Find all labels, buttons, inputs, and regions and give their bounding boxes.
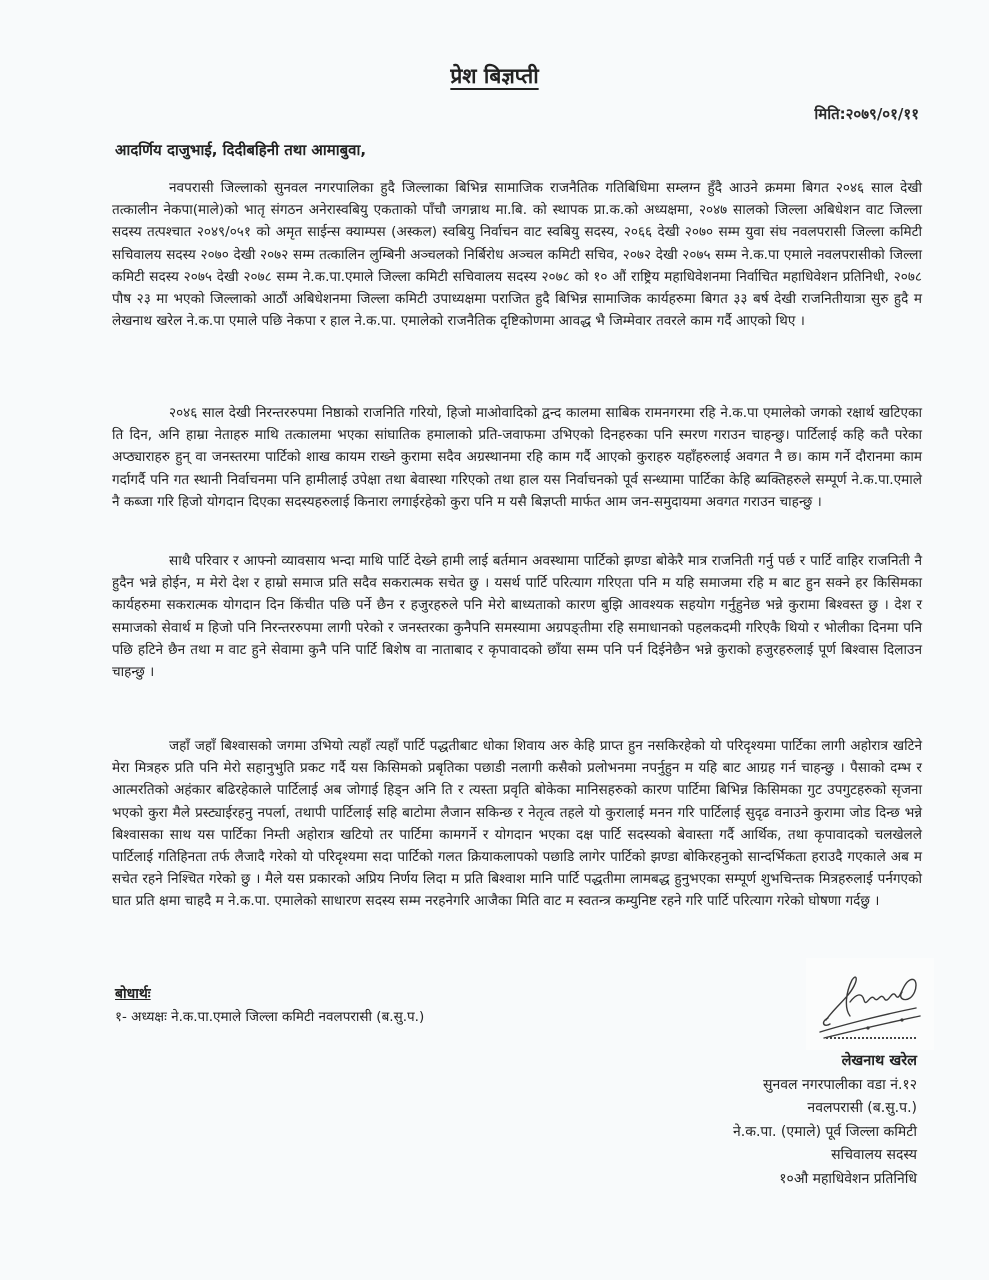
- signatory-block: [733, 1050, 917, 1191]
- cc-label: बोधार्थः: [115, 986, 151, 1002]
- cc-section: [115, 984, 424, 1025]
- document-title: प्रेश बिज्ञप्ती: [450, 64, 539, 88]
- body-paragraph-3: साथै परिवार र आफ्नो व्यावसाय भन्दा माथि पार्टि देख्ने हामी लाई बर्तमान अवस्थामा पार्टिको झण्डा बोकेरै मात्र राजनिती गर्नु पर्छ र पार्टि वाहिर राजनिती नै हुदैन भन्ने होईन, म मेरो देश र हाम्रो समाज प्रति सदैव सकरात्मक सचेत छु । यसर्थ पार्टि परित्याग गरिएता पनि म यहि समाजमा रहि म बाट हुन सक्ने हर किसिमका कार्यहरुमा सकरात्मक योगदान दिन किंचीत पछि पर्ने छैन र हजुरहरुले पनि मेरो बाध्यताको कारण बुझि आवश्यक सहयोग गर्नुहुनेछ भन्ने कुरामा बिश्वस्त छु । देश र समाजको सेवार्थ म हिजो पनि निरन्तररुपमा लागी परेको र जनस्तरका कुनैपनि समस्यामा अग्रपङ्तीमा रहि समाधानको पहलकदमी गरिएकै थियो र भोलीका दिनमा पनि पछि हटिने छैन तथा म वाट हुने सेवामा कुनै पनि पार्टि बिशेष वा नाताबाद र कृपावादको छाँया सम्म पनि पर्न दिईनेछैन भन्ने कुराको हजुरहरुलाई पूर्ण बिश्वास दिलाउन चाहन्छु ।: [112, 553, 923, 681]
- body-paragraph-4: जहाँ जहाँ बिश्वासको जगमा उभियो त्यहाँ त्यहाँ पार्टि पद्धतीबाट धोका शिवाय अरु केहि प्राप्त हुन नसकिरहेको यो परिदृश्यमा पार्टिका लागी अहोरात्र खटिने मेरा मित्रहरु प्रति पनि मेरो सहानुभुति प्रकट गर्दै यस किसिमको प्रबृतिका पछाडी नलागी कसैको प्रलोभनमा नपर्नुहुन म यहि बाट आग्रह गर्न चाहन्छु । पैसाको दम्भ र आत्मरतिको अहंकार बढिरहेकाले पार्टिलाई अब जोगाई हिड्न अनि ति र त्यस्ता प्रवृति बोकेका मानिसहरुको कारण पार्टिमा बिभिन्न किसिमका गुट उपगुटहरुको सृजना भएको कुरा मैले प्रस्ट्याईरहनु नपर्ला, तथापी पार्टिलाई सहि बाटोमा लैजान सकिन्छ र नेतृत्व तहले यो कुरालाई मनन गरि पार्टिलाई सुदृढ वनाउने कुरामा जोड दिन्छ भन्ने बिश्वासका साथ यस पार्टिका निम्ती अहोरात्र खटियो तर पार्टिमा कामगर्ने र योगदान भएका दक्ष पार्टि सदस्यको बेवास्ता गर्दै आर्थिक, तथा कृपावादको चलखेलले पार्टिलाई गतिहिनता तर्फ लैजादै गरेको यो परिदृश्यमा सदा पार्टिको गलत क्रियाकलापको पछाडि लागेर पार्टिको झण्डा बोकिरहनुको सान्दर्भिकता हराउदै गएकाले अब म सचेत रहने निश्चित गरेको छु । मैले यस प्रकारको अप्रिय निर्णय लिदा म प्रति बिश्वाश मानि पार्टि पद्धतीमा लामबद्ध हुनुभएका सम्पूर्ण शुभचिन्तक मित्रहरुलाई पर्नगएको घात प्रति क्षमा चाहदै म ने.क.पा. एमालेको साधारण सदस्य सम्म नरहनेगरि आजैका मिति वाट म स्वतन्त्र कम्युनिष्ट रहने गरि पार्टि परित्याग गरेको घोषणा गर्दछु ।: [112, 738, 922, 910]
- signatory-line: सुनवल नगरपालीका वडा नं.१२: [763, 1076, 917, 1093]
- signatory-line: नवलपरासी (ब.सु.प.): [807, 1100, 917, 1116]
- signatory-name: लेखनाथ खरेल: [841, 1053, 917, 1069]
- cc-item: १- अध्यक्षः ने.क.पा.एमाले जिल्ला कमिटी नवलपरासी (ब.सु.प.): [115, 1009, 425, 1025]
- signatory-line: ने.क.पा. (एमाले) पूर्व जिल्ला कमिटी: [732, 1123, 917, 1140]
- body-paragraph-2: २०४६ साल देखी निरन्तररुपमा निष्ठाको राजनिति गरियो, हिजो माओवादिको द्वन्द कालमा साबिक रामनगरमा रहि ने.क.पा एमालेको जगको रक्षार्थ खटिएका ति दिन, अनि हाम्रा नेताहरु माथि तत्कालमा भएका सांघातिक हमालाको प्रति-जवाफमा उभिएको दिनहरुका पनि स्मरण गराउन चाहन्छु। पार्टिलाई कहि कतै परेका अप्ठ्याराहरु हुन् वा जनस्तरमा पार्टिको शाख कायम राख्ने कुरामा सदैव अग्रस्थानमा रहि काम गर्दै आएको कुराहरु यहाँहरुलाई अवगत नै छ। काम गर्ने दौरानमा काम गर्दागर्दै पनि गत स्थानी निर्वाचनमा पनि हामीलाई उपेक्षा तथा बेवास्था गरिएको तथा हाल यस निर्वाचनको पूर्व सन्ध्यामा पार्टिका केहि ब्यक्तिहरुले सम्पूर्ण ने.क.पा.एमाले नै कब्जा गरि हिजो योगदान दिएका सदस्यहरुलाई किनारा लगाईरहेको कुरा पनि म यसै बिज्ञप्ती मार्फत आम जन-समुदायमा अवगत गराउन चाहन्छु ।: [112, 405, 922, 510]
- document-date: मिति:२०७९/०१/११: [814, 105, 919, 123]
- salutation: आदर्णिय दाजुभाई, दिदीबहिनी तथा आमाबुवा,: [115, 141, 367, 159]
- signatory-line: १०औ महाधिवेशन प्रतिनिधि: [779, 1170, 917, 1187]
- body-paragraph-1: नवपरासी जिल्लाको सुनवल नगरपालिका हुदै जिल्लाका बिभिन्न सामाजिक राजनैतिक गतिबिधिमा सम्लग्न हुँदै आउने क्रममा बिगत २०४६ साल देखी तत्कालीन नेकपा(माले)को भातृ संगठन अनेरास्वबियु एकताको पाँचौ जगन्नाथ मा.बि. को स्थापक प्रा.क.को अध्यक्षमा, २०४७ सालको जिल्ला अबिधेशन वाट जिल्ला सदस्य तत्पश्चात २०४९/०५१ को अमृत साईन्स क्याम्पस (अस्कल) स्वबियु निर्वाचन वाट स्वबियु सदस्य, २०६६ देखी २०७० सम्म युवा संघ नवलपरासी जिल्ला कमिटी सचिवालय सदस्य २०७० देखी २०७२ सम्म तत्कालिन लुम्बिनी अञ्चलको निर्बिरोध अञ्चल कमिटी सचिव, २०७२ देखी २०७५ सम्म ने.क.पा एमाले नवलपरासीको जिल्ला कमिटी सदस्य २०७५ देखी २०७८ सम्म ने.क.पा.एमाले जिल्ला कमिटी सचिवालय सदस्य २०७८ को १० औं राष्ट्रिय महाधिवेशनमा निर्वाचित महाधिवेशन प्रतिनिधी, २०७८ पौष २३ मा भएको जिल्लाको आठौं अबिधेशनमा जिल्ला कमिटी उपाध्यक्षमा पराजित हुदै बिभिन्न सामाजिक कार्यहरुमा बिगत ३३ बर्ष देखी राजनितीयात्रा सुरु हुदै म लेखनाथ खरेल ने.क.पा एमाले पछि नेकपा र हाल ने.क.पा. एमालेको राजनैतिक दृष्टिकोणमा आवद्ध भै जिम्मेवार तवरले काम गर्दै आएको थिए ।: [112, 180, 922, 330]
- signatory-line: सचिवालय सदस्य: [831, 1147, 917, 1163]
- signature-dotted-line: [826, 1037, 916, 1039]
